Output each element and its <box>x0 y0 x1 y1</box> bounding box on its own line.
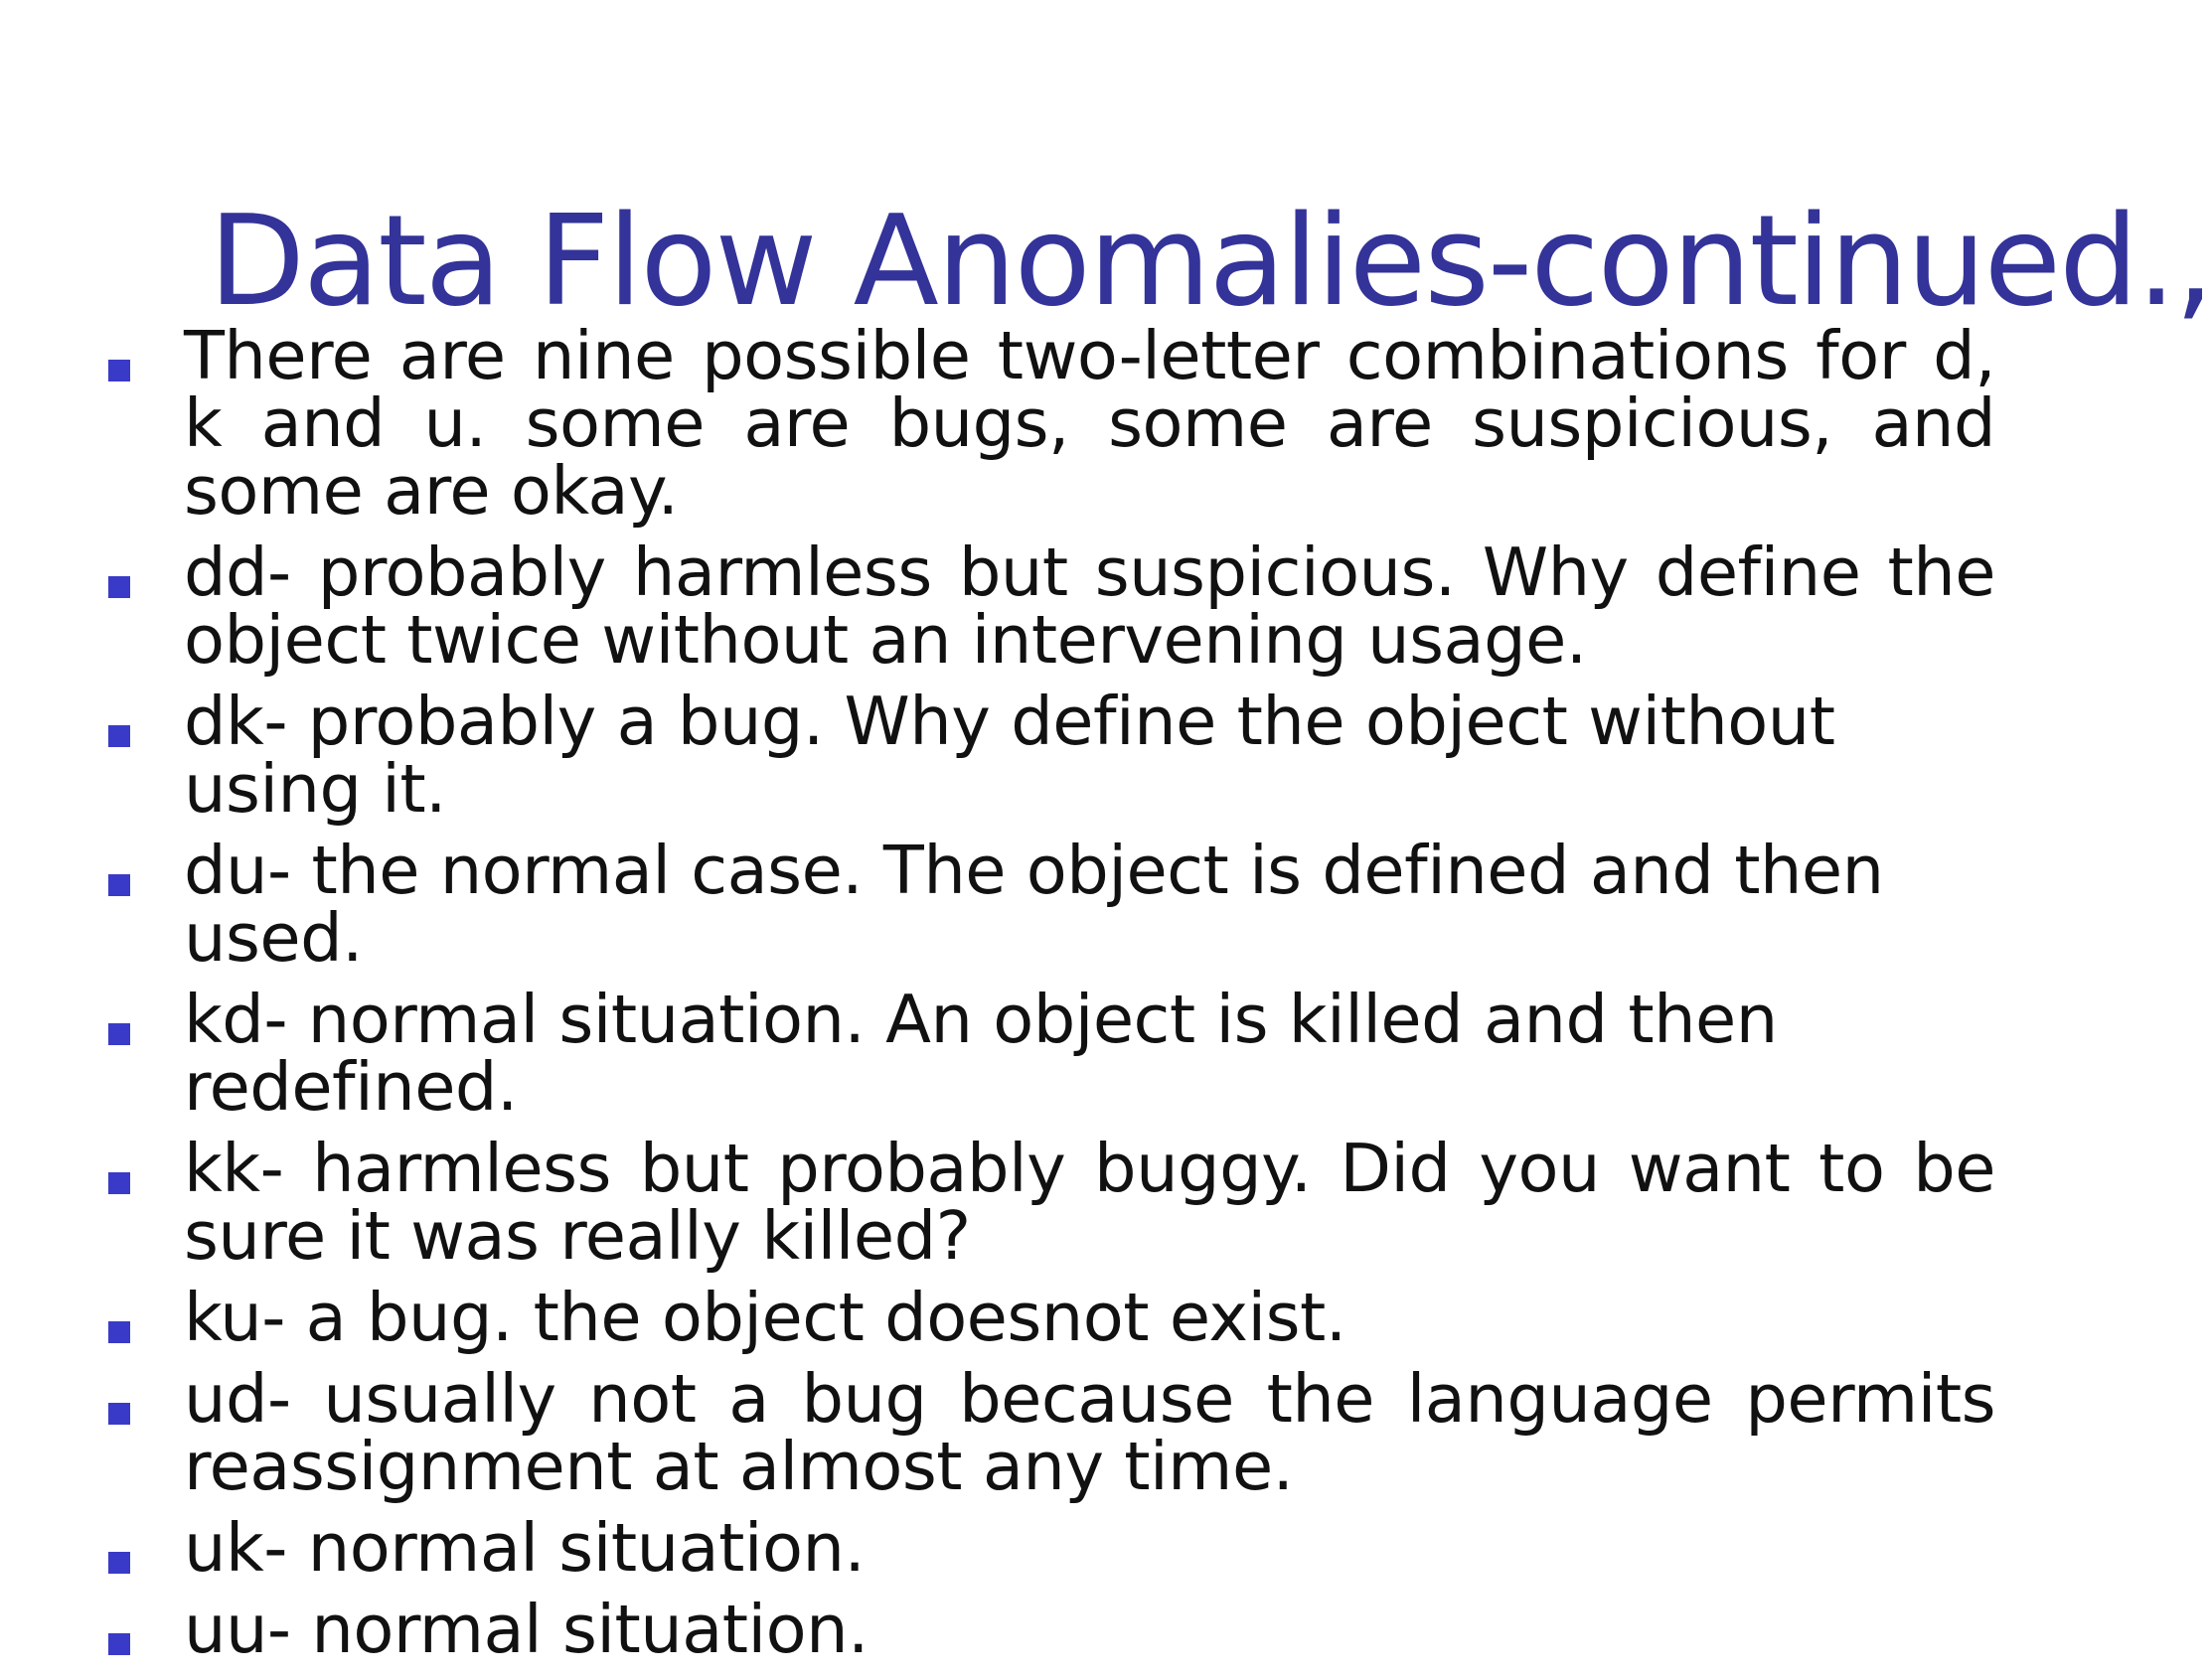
bullet-item <box>107 683 1995 828</box>
bullet-text: kk- harmless but probably buggy. Did you want to be sure it was really killed? <box>184 1130 1995 1275</box>
bullet-item <box>107 1591 1995 1668</box>
bullet-text: ud- usually not a bug because the language permits reassignment at almost any time. <box>184 1360 1995 1505</box>
bullet-text: uk- normal situation. <box>184 1509 866 1587</box>
square-bullet-icon <box>108 576 130 598</box>
square-bullet-icon <box>108 360 130 381</box>
bullet-item <box>107 832 1995 977</box>
bullet-item <box>107 317 1995 530</box>
bullet-item <box>107 534 1995 679</box>
square-bullet-icon <box>108 874 130 896</box>
bullet-text: kd- normal situation. An object is killed and then redefined. <box>184 981 1778 1126</box>
bullet-text: ku- a bug. the object doesnot exist. <box>184 1279 1346 1356</box>
bullet-item <box>107 1279 1995 1356</box>
bullet-item <box>107 1360 1995 1505</box>
bullet-text: There are nine possible two-letter combinations for d, k and u. some are bugs, some are suspicious, and some are okay. <box>184 317 1995 530</box>
bullet-text: dd- probably harmless but suspicious. Why define the object twice without an intervening usage. <box>184 534 1995 679</box>
square-bullet-icon <box>108 1633 130 1655</box>
square-bullet-icon <box>108 1552 130 1574</box>
bullet-text: du- the normal case. The object is defined and then used. <box>184 832 1884 977</box>
bullet-text: dk- probably a bug. Why define the object without using it. <box>184 683 1835 828</box>
bullet-list <box>107 317 1995 1677</box>
bullet-item <box>107 981 1995 1126</box>
square-bullet-icon <box>108 1023 130 1045</box>
square-bullet-icon <box>108 725 130 747</box>
bullet-item <box>107 1509 1995 1587</box>
square-bullet-icon <box>108 1321 130 1343</box>
bullet-text: uu- normal situation. <box>184 1591 869 1668</box>
bullet-item <box>107 1130 1995 1275</box>
square-bullet-icon <box>108 1172 130 1194</box>
square-bullet-icon <box>108 1403 130 1425</box>
slide-title: Data Flow Anomalies-continued., <box>209 188 2212 334</box>
